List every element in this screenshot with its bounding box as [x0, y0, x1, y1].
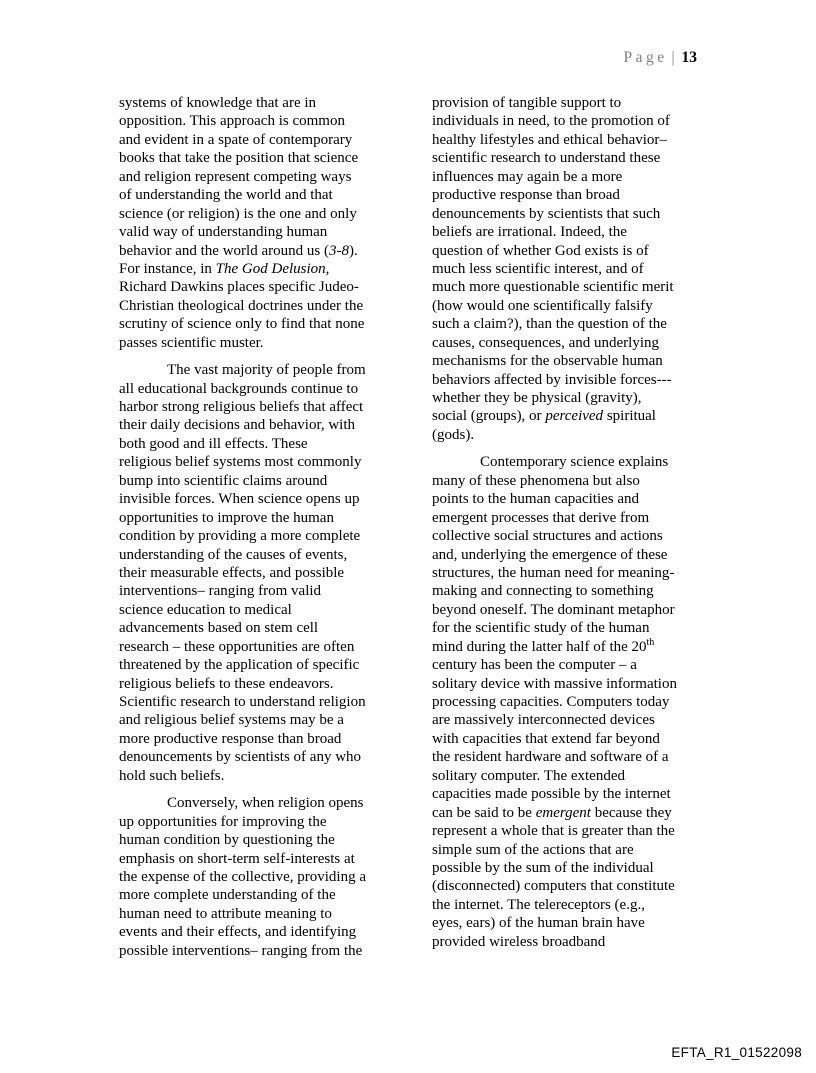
text-line: the expense of the collective, providing a — [119, 868, 366, 885]
text-line: and, underlying the emergence of these — [432, 546, 668, 563]
text-line: healthy lifestyles and ethical behavior– — [432, 131, 667, 148]
text-line: Christian theological doctrines under the — [119, 297, 364, 314]
text-line: points to the human capacities and — [432, 491, 640, 508]
text-line: question of whether God exists is of — [432, 242, 649, 259]
text-line — [432, 407, 700, 425]
left-column — [119, 94, 387, 960]
text-line: up opportunities for improving the — [119, 813, 327, 830]
text-line: condition by providing a more complete — [119, 528, 361, 545]
text-line: scrutiny of science only to find that none — [119, 316, 365, 333]
text-line: provision of tangible support to — [432, 95, 622, 111]
text-run: spiritual — [603, 408, 656, 425]
italic-text: 3-8 — [328, 242, 349, 259]
text-line: much more questionable scientific merit — [432, 279, 674, 296]
text-line: more complete understanding of the — [119, 887, 336, 904]
text-line: with capacities that extend far beyond — [432, 730, 660, 747]
text-line: Contemporary science explains — [480, 454, 669, 471]
text-line: possible by the sum of the individual — [432, 859, 654, 876]
text-line: influences may again be a more — [432, 168, 623, 185]
text-line: passes scientific muster. — [119, 334, 264, 351]
text-line: science (or religion) is the one and only — [119, 205, 357, 222]
text-line: emergent processes that derive from — [432, 509, 650, 526]
text-line: structures, the human need for meaning- — [432, 564, 675, 581]
text-line: (disconnected) computers that constitute — [432, 878, 675, 895]
text-line: interventions– ranging from valid — [119, 583, 322, 600]
page-number: 13 — [681, 49, 697, 66]
text-line: scientific research to understand these — [432, 150, 661, 167]
text-line: religious beliefs to these endeavors. — [119, 675, 334, 692]
text-line — [432, 804, 700, 822]
text-line: harbor strong religious beliefs that affect — [119, 399, 364, 415]
text-line: represent a whole that is greater than the — [432, 823, 675, 840]
text-run: behavior and the world around us ( — [119, 242, 329, 259]
italic-text: perceived — [545, 408, 604, 425]
text-run: For instance, in — [119, 260, 216, 277]
text-line: solitary computer. The extended — [432, 767, 626, 784]
text-line: bump into scientific claims around — [119, 472, 328, 489]
page-header — [624, 49, 698, 67]
text-line: understanding of the causes of events, — [119, 546, 348, 563]
text-line — [432, 638, 700, 656]
superscript: th — [646, 636, 655, 648]
text-line: religious belief systems most commonly — [119, 454, 362, 471]
text-line: science education to medical — [119, 601, 292, 618]
text-run: social (groups), or — [432, 408, 546, 425]
text-line: productive response than broad — [432, 187, 620, 204]
page-label: Page — [623, 49, 668, 66]
text-line: and religious belief systems may be a — [119, 712, 344, 729]
text-line — [119, 242, 387, 260]
text-line: human condition by questioning the — [119, 832, 335, 849]
text-line: solitary device with massive information — [432, 675, 677, 692]
text-line: systems of knowledge that are in — [119, 95, 317, 111]
text-line: invisible forces. When science opens up — [119, 491, 360, 508]
text-line: Conversely, when religion opens — [167, 795, 364, 812]
text-line: are massively interconnected devices — [432, 712, 655, 729]
text-line: their measurable effects, and possible — [119, 564, 345, 581]
text-line: capacities made possible by the internet — [432, 786, 671, 803]
italic-text: The God Delusion, — [215, 260, 330, 277]
text-line: simple sum of the actions that are — [432, 841, 634, 858]
text-line: the internet. The telereceptors (e.g., — [432, 896, 645, 913]
text-line: books that take the position that science — [119, 150, 359, 167]
text-line: human need to attribute meaning to — [119, 905, 332, 922]
text-line: denouncements by scientists that such — [432, 205, 661, 222]
text-line: valid way of understanding human — [119, 224, 328, 241]
text-line: for the scientific study of the human — [432, 620, 650, 637]
text-line: hold such beliefs. — [119, 767, 225, 784]
text-line: denouncements by scientists of any who — [119, 749, 362, 766]
text-run: mind during the latter half of the 20 — [432, 638, 647, 655]
paragraph — [432, 453, 700, 951]
text-line: individuals in need, to the promotion of — [432, 113, 670, 130]
text-line: such a claim?), than the question of the — [432, 316, 667, 333]
text-line: and evident in a spate of contemporary — [119, 131, 353, 148]
text-run: ). — [348, 242, 358, 259]
right-column — [432, 94, 700, 951]
text-line — [119, 260, 387, 278]
text-line: The vast majority of people from — [167, 362, 366, 379]
text-line: much less scientific interest, and of — [432, 260, 644, 277]
text-line: Richard Dawkins places specific Judeo- — [119, 279, 359, 296]
text-line: the resident hardware and software of a — [432, 749, 669, 766]
paragraph — [119, 794, 387, 960]
text-line: Scientific research to understand religion — [119, 694, 366, 710]
paragraph — [432, 94, 700, 444]
document-id: EFTA_R1_01522098 — [671, 1045, 802, 1060]
text-line: mechanisms for the observable human — [432, 353, 663, 370]
text-line: threatened by the application of specific — [119, 657, 360, 674]
text-line: opposition. This approach is common — [119, 113, 345, 130]
text-line: processing capacities. Computers today — [432, 694, 670, 710]
text-line: eyes, ears) of the human brain have — [432, 915, 645, 932]
text-line: provided wireless broadband — [432, 933, 606, 950]
text-line: of understanding the world and that — [119, 187, 333, 204]
text-line: and religion represent competing ways — [119, 168, 352, 185]
text-run: because they — [590, 804, 672, 821]
text-line: research – these opportunities are often — [119, 638, 355, 655]
text-line: beyond oneself. The dominant metaphor — [432, 601, 675, 618]
text-line: possible interventions– ranging from the — [119, 942, 363, 959]
text-line: (gods). — [432, 426, 475, 443]
text-line: causes, consequences, and underlying — [432, 334, 660, 351]
text-line: advancements based on stem cell — [119, 620, 319, 637]
text-line: (how would one scientifically falsify — [432, 297, 653, 314]
text-line: events and their effects, and identifying — [119, 924, 357, 941]
text-line: their daily decisions and behavior, with — [119, 417, 356, 434]
text-line: opportunities to improve the human — [119, 509, 334, 526]
text-line: emphasis on short-term self-interests at — [119, 850, 355, 867]
text-line: collective social structures and actions — [432, 528, 663, 545]
text-line: more productive response than broad — [119, 730, 342, 747]
text-line: all educational backgrounds continue to — [119, 380, 359, 397]
text-line: making and connecting to something — [432, 583, 654, 600]
page-separator: | — [671, 49, 675, 66]
italic-text: emergent — [535, 804, 591, 821]
text-line: both good and ill effects. These — [119, 435, 308, 452]
paragraph — [119, 361, 387, 785]
text-run: can be said to be — [432, 804, 536, 821]
text-line: century has been the computer – a — [432, 657, 637, 674]
text-line: many of these phenomena but also — [432, 472, 640, 489]
text-line: beliefs are irrational. Indeed, the — [432, 224, 627, 241]
text-line: behaviors affected by invisible forces--- — [432, 371, 672, 388]
text-line: whether they be physical (gravity), — [432, 390, 642, 406]
paragraph — [119, 94, 387, 352]
